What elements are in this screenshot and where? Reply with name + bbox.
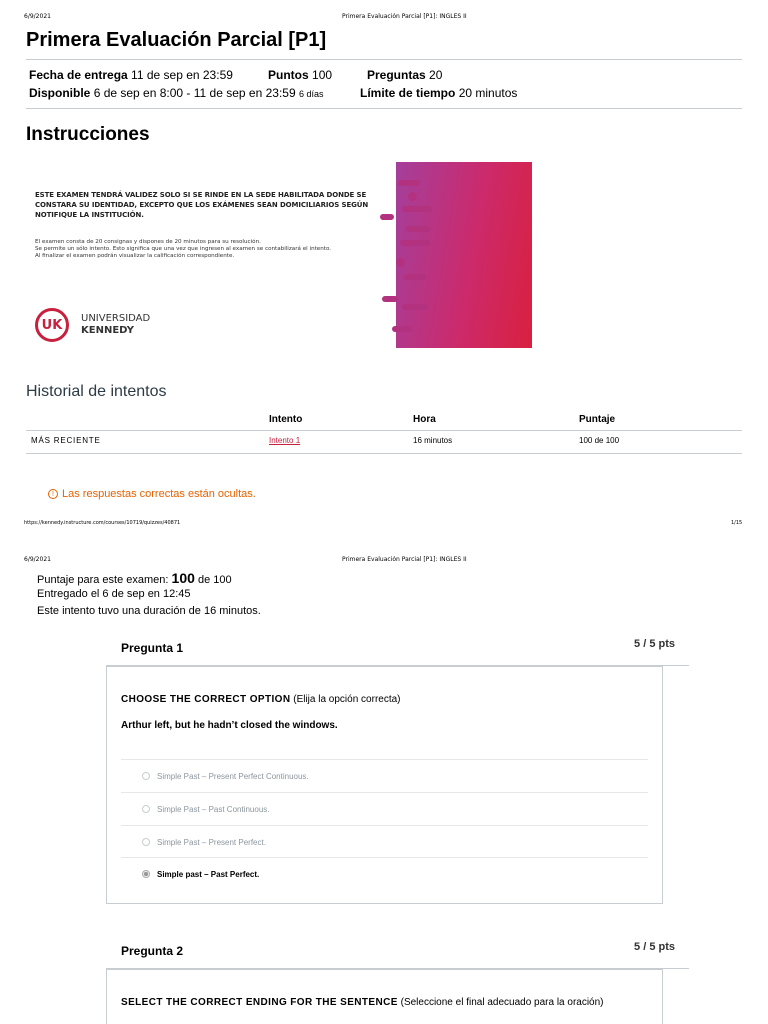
due-label: Fecha de entrega [29, 68, 128, 82]
banner-details [35, 239, 385, 260]
answer-label: Simple Past – Past Continuous. [157, 804, 270, 814]
time-limit-value: 20 minutos [458, 86, 518, 100]
question-1-header [106, 630, 689, 666]
answer-label: Simple past – Past Perfect. [157, 869, 260, 879]
history-col-attempt: Intento [269, 414, 303, 425]
banner-line: Al finalizar el examen podrán visualizar la calificación correspondiente. [35, 253, 235, 259]
banner-notice: ESTE EXAMEN TENDRÁ VALIDEZ SOLO SI SE RINDE EN LA SEDE HABILITADA DONDE SE CONSTARA SU IDENTIDAD, EXCEPTO QUE LOS EXÁMENES SEAN DOMICILIARIOS SEGÚN NOTIFIQUE LA INSTITUCIÓN. [35, 191, 369, 219]
banner-decoration [408, 192, 417, 201]
time-limit [360, 86, 517, 100]
score-suffix: de 100 [197, 574, 232, 586]
time-limit-label: Límite de tiempo [360, 86, 456, 100]
banner-decoration [402, 304, 428, 310]
banner-gradient [396, 162, 532, 348]
answer-label: Simple Past – Present Perfect. [157, 837, 266, 847]
availability [29, 86, 324, 100]
divider [26, 59, 742, 60]
answer-option[interactable] [121, 825, 648, 858]
warning-icon: ! [48, 489, 58, 499]
due-value: 11 de sep en 23:59 [131, 68, 233, 82]
prompt-translation: (Seleccione el final adecuado para la oración) [400, 997, 604, 1008]
score-prefix: Puntaje para este examen: [37, 574, 169, 586]
question-1-title: Pregunta 1 [121, 641, 184, 655]
quiz-title: Primera Evaluación Parcial [P1] [26, 29, 327, 51]
question-1-sentence: Arthur left, but he hadn’t closed the windows. [121, 720, 338, 731]
points [268, 68, 332, 82]
prompt-instruction: SELECT THE CORRECT ENDING FOR THE SENTENCE [121, 997, 398, 1008]
available-value: 6 de sep en 8:00 - 11 de sep en 23:59 [93, 86, 296, 100]
banner-decoration [404, 274, 426, 280]
prompt-translation: (Elija la opción correcta) [293, 694, 401, 705]
questions-value: 20 [429, 68, 443, 82]
radio-icon[interactable] [142, 805, 150, 813]
table-divider [26, 430, 742, 431]
hidden-answers-notice [48, 488, 256, 500]
radio-icon[interactable] [142, 772, 150, 780]
history-heading: Historial de intentos [26, 383, 167, 400]
answer-option[interactable] [121, 759, 648, 792]
score-summary [37, 570, 232, 586]
available-days: 6 días [298, 89, 324, 99]
radio-icon[interactable] [142, 838, 150, 846]
divider [26, 108, 742, 109]
print-url: https://kennedy.instructure.com/courses/10719/quizzes/40871 [24, 520, 181, 526]
banner-line: Se permite un sólo intento. Esto significa que una vez que ingresen al examen se contabilizará el intento. [35, 246, 332, 252]
print-doc-title: Primera Evaluación Parcial [P1]: INGLES II [342, 556, 467, 563]
print-date: 6/9/2021 [24, 556, 51, 563]
logo-text-line2: KENNEDY [81, 325, 134, 336]
points-value: 100 [312, 68, 333, 82]
history-col-score: Puntaje [579, 414, 616, 425]
question-2-title: Pregunta 2 [121, 944, 184, 958]
available-label: Disponible [29, 86, 91, 100]
questions-label: Preguntas [367, 68, 426, 82]
notice-text: Las respuestas correctas están ocultas. [62, 488, 256, 500]
history-row-label: MÁS RECIENTE [31, 436, 101, 445]
submitted-at: Entregado el 6 de sep en 12:45 [37, 588, 191, 600]
answer-label: Simple Past – Present Perfect Continuous. [157, 771, 309, 781]
banner-decoration [392, 326, 412, 332]
banner-decoration [406, 226, 430, 232]
banner-line: El examen consta de 20 consignas y dispones de 20 minutos para su resolución. [35, 239, 261, 245]
due-date [29, 68, 233, 82]
logo-text-line1: UNIVERSIDAD [81, 313, 151, 324]
question-1-points: 5 / 5 pts [634, 638, 675, 650]
banner-decoration [400, 240, 430, 246]
print-date: 6/9/2021 [24, 13, 51, 20]
history-row-score: 100 de 100 [579, 436, 620, 445]
instructions-heading: Instrucciones [26, 124, 150, 145]
print-doc-title: Primera Evaluación Parcial [P1]: INGLES II [342, 13, 467, 20]
answer-option-selected[interactable] [121, 857, 648, 890]
score-value: 100 [171, 570, 195, 586]
banner-decoration [380, 214, 394, 220]
questions-count [367, 68, 442, 82]
prompt-instruction: CHOOSE THE CORRECT OPTION [121, 694, 291, 705]
banner-decoration [382, 296, 398, 302]
question-1-prompt [121, 694, 401, 705]
history-col-time: Hora [413, 414, 436, 425]
history-row-time: 16 minutos [413, 436, 453, 445]
banner-decoration [402, 206, 432, 212]
points-label: Puntos [268, 68, 309, 82]
instructions-banner [26, 162, 532, 348]
banner-decoration [398, 180, 420, 186]
table-divider [26, 453, 742, 454]
university-logo-icon: UK [35, 308, 69, 342]
print-page-number: 1/15 [731, 520, 743, 526]
question-2-points: 5 / 5 pts [634, 941, 675, 953]
question-2-header [106, 933, 689, 969]
attempt-link[interactable]: Intento 1 [269, 436, 301, 445]
banner-decoration [396, 258, 405, 267]
radio-selected-icon[interactable] [142, 870, 150, 878]
attempt-duration: Este intento tuvo una duración de 16 minutos. [37, 605, 261, 617]
question-2-prompt [121, 997, 604, 1008]
answer-option[interactable] [121, 792, 648, 825]
